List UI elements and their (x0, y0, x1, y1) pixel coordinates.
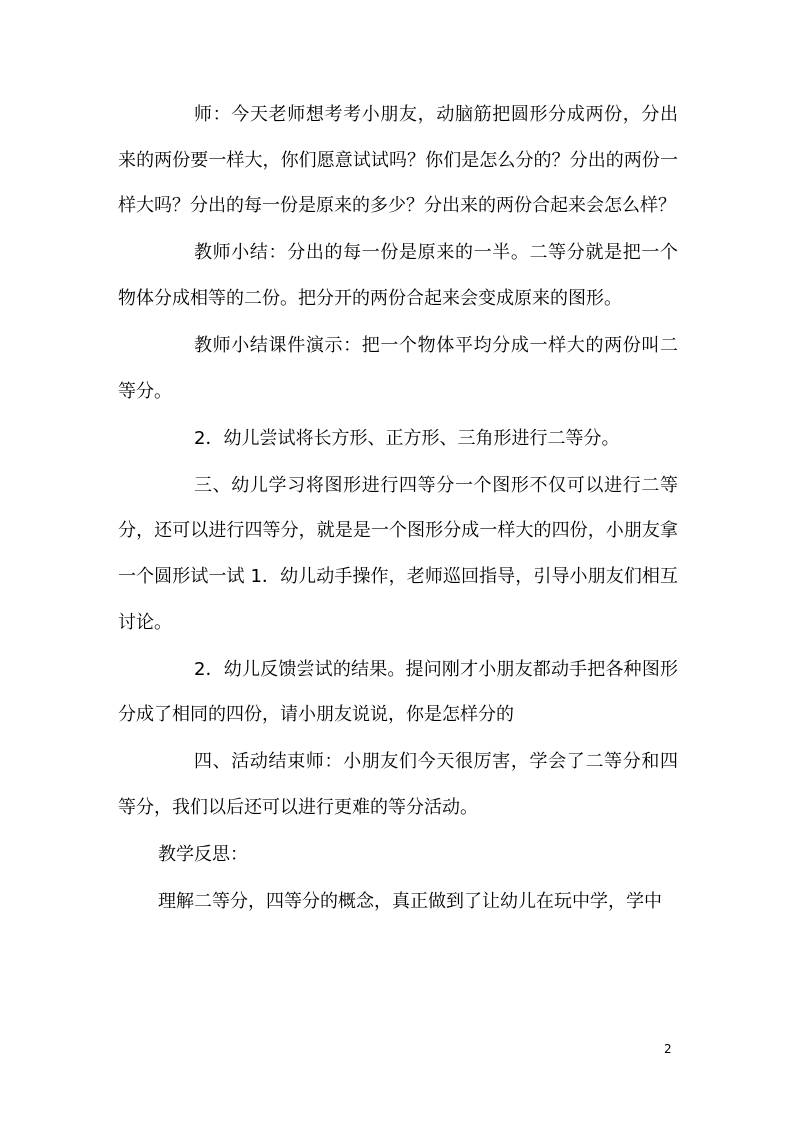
paragraph-teacher-summary: 教师小结：分出的每一份是原来的一半。二等分就是把一个物体分成相等的二份。把分开的两份合起来会变成原来的图形。 (118, 242, 678, 309)
reflection-heading: 教学反思： (158, 844, 248, 865)
document-body (118, 92, 678, 926)
reflection-text: 理解二等分，四等分的概念，真正做到了让幼儿在玩中学，学中 (158, 891, 662, 913)
paragraph-courseware-demo: 教师小结课件演示：把一个物体平均分成一样大的两份叫二等分。 (118, 334, 678, 402)
paragraph-section-four: 四、活动结束师：小朋友们今天很厉害，学会了二等分和四等分，我们以后还可以进行更难的等分活动。 (118, 751, 678, 818)
paragraph-teacher-question: 师：今天老师想考考小朋友，动脑筋把圆形分成两份，分出来的两份要一样大，你们愿意试试吗？你们是怎么分的？分出的两份一样大吗？分出的每一份是原来的多少？分出来的两份合起来会怎么样？ (118, 104, 678, 217)
paragraph-step-2-halving: 2．幼儿尝试将长方形、正方形、三角形进行二等分。 (194, 427, 620, 449)
paragraph-step-2-feedback: 2．幼儿反馈尝试的结果。提问刚才小朋友都动手把各种图形分成了相同的四份，请小朋友说说，你是怎样分的 (118, 658, 678, 726)
page-number: 2 (664, 1042, 672, 1056)
paragraph-section-three: 三、幼儿学习将图形进行四等分一个图形不仅可以进行二等分，还可以进行四等分，就是是一个图形分成一样大的四份，小朋友拿一个圆形试一试 1．幼儿动手操作，老师巡回指导，引导小朋友们相互讨论。 (118, 474, 678, 633)
